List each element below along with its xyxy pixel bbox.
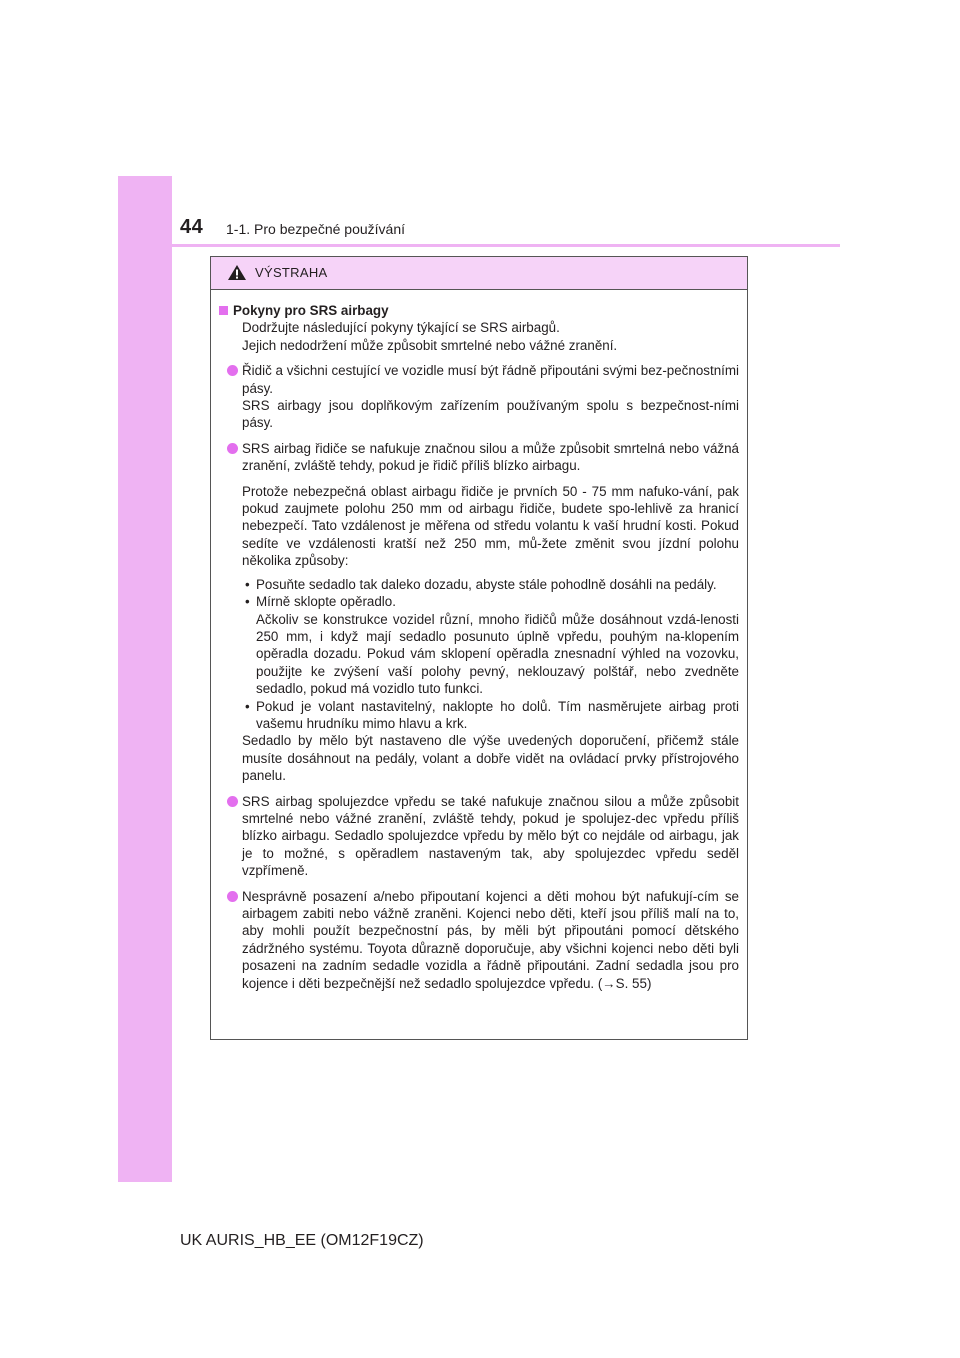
bullet-paragraph: SRS airbag spolujezdce vpředu se také nafukuje značnou silou a může způsobit smrtelné nebo vážné zranění, zvláště tehdy, pokud je spolujez-dec vpředu příliš blízko airbagu. Sedadlo spolujezdce vpředu by mělo být co nejdále od airbagu, jak je to možné, s opěradlem nastaveným tak, aby spolujezdec vpředu seděl vzpřímeně. bbox=[242, 793, 739, 879]
closing-paragraph: Sedadlo by mělo být nastaveno dle výše uvedených doporučení, přičemž stále musíte dosáhnout na pedály, volant a dobře vidět na ovládací prvky přístrojového panelu. bbox=[242, 733, 739, 784]
warning-body bbox=[211, 290, 747, 992]
closing-text bbox=[219, 732, 739, 784]
square-bullet-icon bbox=[219, 306, 228, 315]
page-number: 44 bbox=[180, 216, 204, 238]
bullet-item bbox=[219, 888, 739, 992]
bullet-item bbox=[219, 793, 739, 880]
bullet-paragraph: SRS airbagy jsou doplňkovým zařízením používaným spolu s bezpečnost-ními pásy. bbox=[242, 398, 739, 431]
intro-line: Jejich nedodržení může způsobit smrtelné nebo vážné zranění. bbox=[242, 337, 618, 353]
round-bullet-icon bbox=[227, 796, 238, 807]
sub-item-text: Posuňte sedadlo tak daleko dozadu, abyste stále pohodlně dosáhli na pedály. bbox=[256, 576, 717, 592]
sub-item-marker: • bbox=[245, 576, 250, 592]
round-bullet-icon bbox=[227, 891, 238, 902]
round-bullet-icon bbox=[227, 365, 238, 376]
round-bullet-icon bbox=[227, 443, 238, 454]
sub-item-marker: • bbox=[245, 698, 250, 714]
bullet-paragraph: Řidič a všichni cestující ve vozidle musí být řádně připoutáni svými bez-pečnostními pásy. bbox=[242, 363, 739, 396]
warning-box bbox=[210, 256, 748, 1040]
driver-distance-text bbox=[219, 483, 739, 570]
sub-item bbox=[219, 593, 739, 697]
sub-item bbox=[219, 576, 739, 593]
sub-item-text: Ačkoliv se konstrukce vozidel různí, mnoho řidičů může dosáhnout vzdá-lenosti 250 mm, i když mají sedadlo posunuto úplně vpředu, pouhým na-klopením opěradla dozadu. Pokud vám sklopení opěradla znesnadní výhled na vozovku, použijte ke zvýšení vaší polohy pevný, neklouzavý polštář, nebo zvedněte sedadlo, pokud má vozidlo tuto funkci. bbox=[256, 611, 739, 697]
bullet-item bbox=[219, 362, 739, 432]
item-title-text: Pokyny pro SRS airbagy bbox=[233, 303, 389, 318]
sub-item-text: Pokud je volant nastavitelný, naklopte ho dolů. Tím nasměrujete airbag proti vašemu hrudníku mimo hlavu a krk. bbox=[256, 698, 739, 731]
sub-item-marker: • bbox=[245, 594, 250, 610]
intro-line: Dodržujte následující pokyny týkající se SRS airbagů. bbox=[242, 320, 560, 336]
bullet-paragraph: Nesprávně posazení a/nebo připoutaní kojenci a děti mohou být nafukují-cím se airbagem zabiti nebo vážně zraněni. Kojenci nebo děti, kteří jsou příliš malí na to, aby mohli použít bezpečnostní pás, by měli být připoutáni pomocí dětského zádržného systému. Toyota důrazně doporučuje, aby všichni kojenci nebo děti byli posazeni na zadním sedadle vozidla a řádně připoutáni. Zadní sedadla jsou pro kojence i děti bezpečnější než sedadlo spolujezdce vpředu. (→S. 55) bbox=[242, 888, 739, 991]
sub-item bbox=[219, 698, 739, 733]
sub-item-text: Mírně sklopte opěradlo. bbox=[256, 594, 396, 610]
driver-distance-paragraph: Protože nebezpečná oblast airbagu řidiče je prvních 50 - 75 mm nafuko-vání, pak pokud zaujmete polohu 250 mm od airbagu řidiče, budete spo-lehlivě za hranicí nebezpečí. Tato vzdálenost je měřena od středu volantu k vaší hrudní kosti. Pokud sedíte ve vzdálenosti kratší než 250 mm, mů-žete změnit svou jízdní polohu několika způsoby: bbox=[242, 483, 739, 569]
side-tab bbox=[118, 176, 172, 1182]
bullet-paragraph: SRS airbag řidiče se nafukuje značnou silou a může způsobit smrtelná nebo vážná zranění, zvláště tehdy, pokud je řidič příliš blízko airbagu. bbox=[242, 440, 739, 474]
header-rule bbox=[172, 244, 840, 247]
warning-triangle-icon bbox=[227, 264, 247, 286]
warning-label: VÝSTRAHA bbox=[255, 265, 328, 280]
item-title bbox=[219, 302, 739, 319]
section-title: 1-1. Pro bezpečné používání bbox=[226, 221, 406, 237]
intro bbox=[219, 319, 739, 354]
document-code: UK AURIS_HB_EE (OM12F19CZ) bbox=[180, 1232, 424, 1249]
bullet-item bbox=[219, 440, 739, 475]
warning-header bbox=[211, 257, 747, 290]
